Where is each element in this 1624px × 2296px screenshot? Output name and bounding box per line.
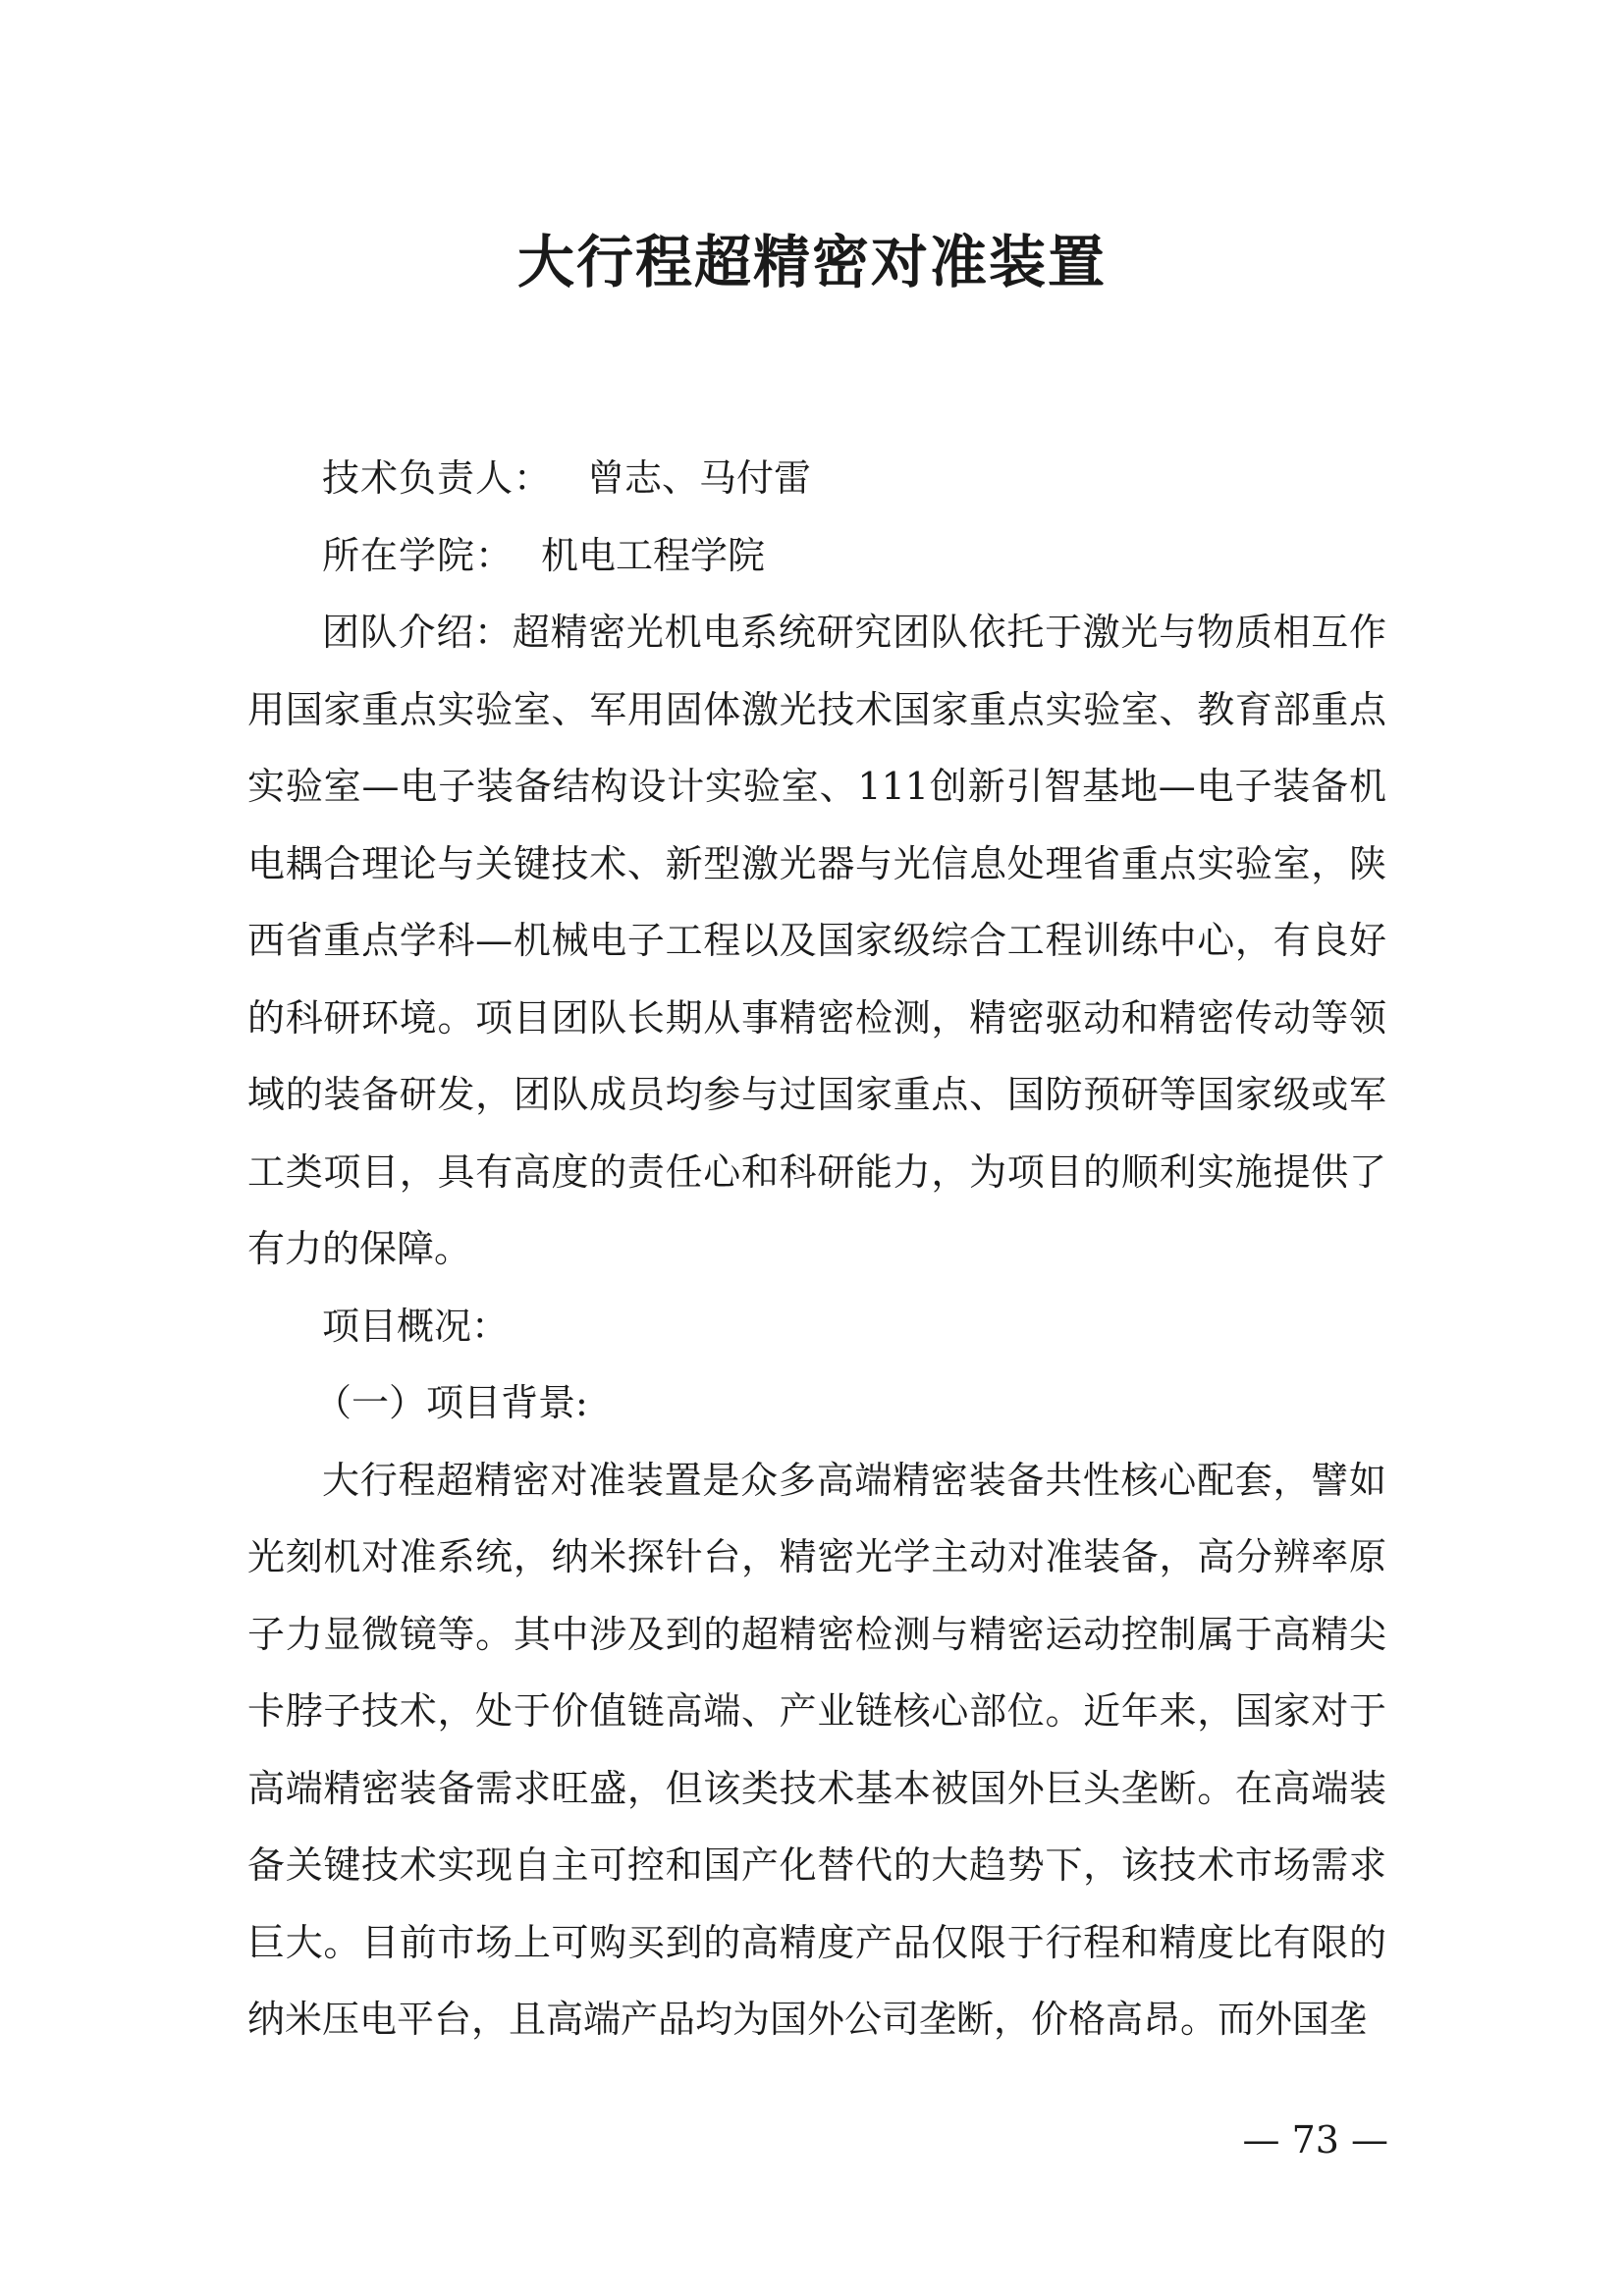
- background-subheading: （一）项目背景:: [314, 1381, 588, 1424]
- leader-label: 技术负责人：: [322, 456, 553, 500]
- document-title: 大行程超精密对准装置: [516, 229, 1107, 295]
- college-line: [247, 517, 1386, 595]
- document-body: [247, 440, 1386, 2058]
- overview-heading: 项目概况：: [322, 1304, 510, 1348]
- team-paragraph: 团队介绍：超精密光机电系统研究团队依托于激光与物质相互作用国家重点实验室、军用固体激光技术国家重点实验室、教育部重点实验室—电子装备结构设计实验室、111创新引智基地—电子装备机电耦合理论与关键技术、新型激光器与光信息处理省重点实验室，陕西省重点学科—机械电子工程以及国家级综合工程训练中心，有良好的科研环境。项目团队长期从事精密检测，精密驱动和精密传动等领域的装备研发，团队成员均参与过国家重点、国防预研等国家级或军工类项目，具有高度的责任心和科研能力，为项目的顺利实施提供了有力的保障。: [247, 611, 1386, 1270]
- leader-value: 曾志、马付雷: [587, 456, 812, 500]
- background-paragraph: 大行程超精密对准装置是众多高端精密装备共性核心配套，譬如光刻机对准系统，纳米探针台，精密光学主动对准装备，高分辨率原子力显微镜等。其中涉及到的超精密检测与精密运动控制属于高精尖卡脖子技术，处于价值链高端、产业链核心部位。近年来，国家对于高端精密装备需求旺盛，但该类技术基本被国外巨头垄断。在高端装备关键技术实现自主可控和国产化替代的大趋势下，该技术市场需求巨大。目前市场上可购买到的高精度产品仅限于行程和精度比有限的纳米压电平台，且高端产品均为国外公司垄断，价格高昂。而外国垄: [247, 1458, 1386, 2041]
- page-number: — 73 —: [1242, 2118, 1388, 2162]
- college-value: 机电工程学院: [541, 533, 766, 577]
- college-label: 所在学院：: [322, 533, 514, 577]
- leader-line: [247, 440, 1386, 517]
